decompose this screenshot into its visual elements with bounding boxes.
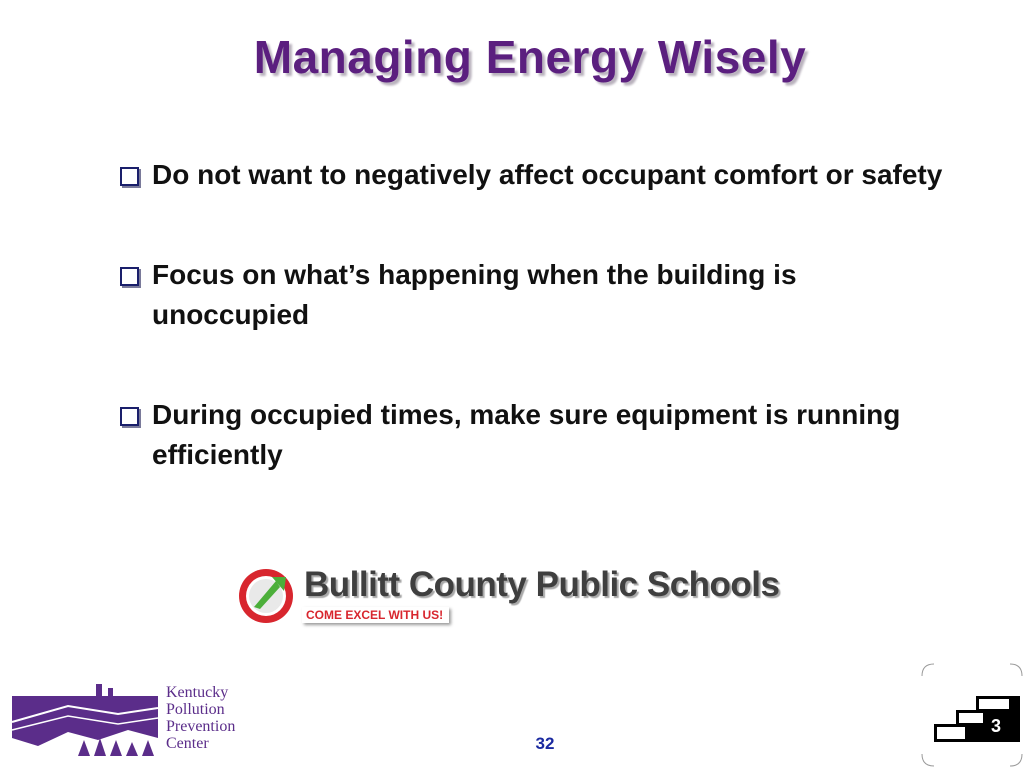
stairs-icon xyxy=(920,662,1024,768)
checkbox-bullet-icon xyxy=(120,167,139,186)
kppc-line: Prevention xyxy=(166,718,236,735)
bullet-item xyxy=(118,255,958,335)
kppc-logo xyxy=(8,680,248,764)
bcps-logo xyxy=(236,563,796,629)
kppc-line: Kentucky xyxy=(166,684,229,701)
bullet-text: Focus on what’s happening when the building is unoccupied xyxy=(152,259,797,330)
checkbox-bullet-icon xyxy=(120,407,139,426)
bcps-name: Bullitt County Public Schools xyxy=(304,565,780,604)
checkmark-circle-icon xyxy=(236,563,298,629)
step-number: 3 xyxy=(990,716,1001,736)
bullet-item xyxy=(118,155,958,195)
bullet-text: Do not want to negatively affect occupant comfort or safety xyxy=(152,159,943,190)
bullet-list xyxy=(118,155,958,535)
page-number: 32 xyxy=(535,734,555,753)
bcps-tagline: COME EXCEL WITH US! xyxy=(302,607,449,623)
bullet-text: During occupied times, make sure equipment is running efficiently xyxy=(152,399,901,470)
checkbox-bullet-icon xyxy=(120,267,139,286)
slide-title: Managing Energy Wisely xyxy=(253,31,807,83)
step-badge xyxy=(920,662,1024,768)
kppc-line: Center xyxy=(166,735,209,752)
bullet-item xyxy=(118,395,958,475)
kppc-line: Pollution xyxy=(166,701,225,718)
kppc-name xyxy=(166,684,235,752)
factory-skyline-icon xyxy=(8,680,163,764)
